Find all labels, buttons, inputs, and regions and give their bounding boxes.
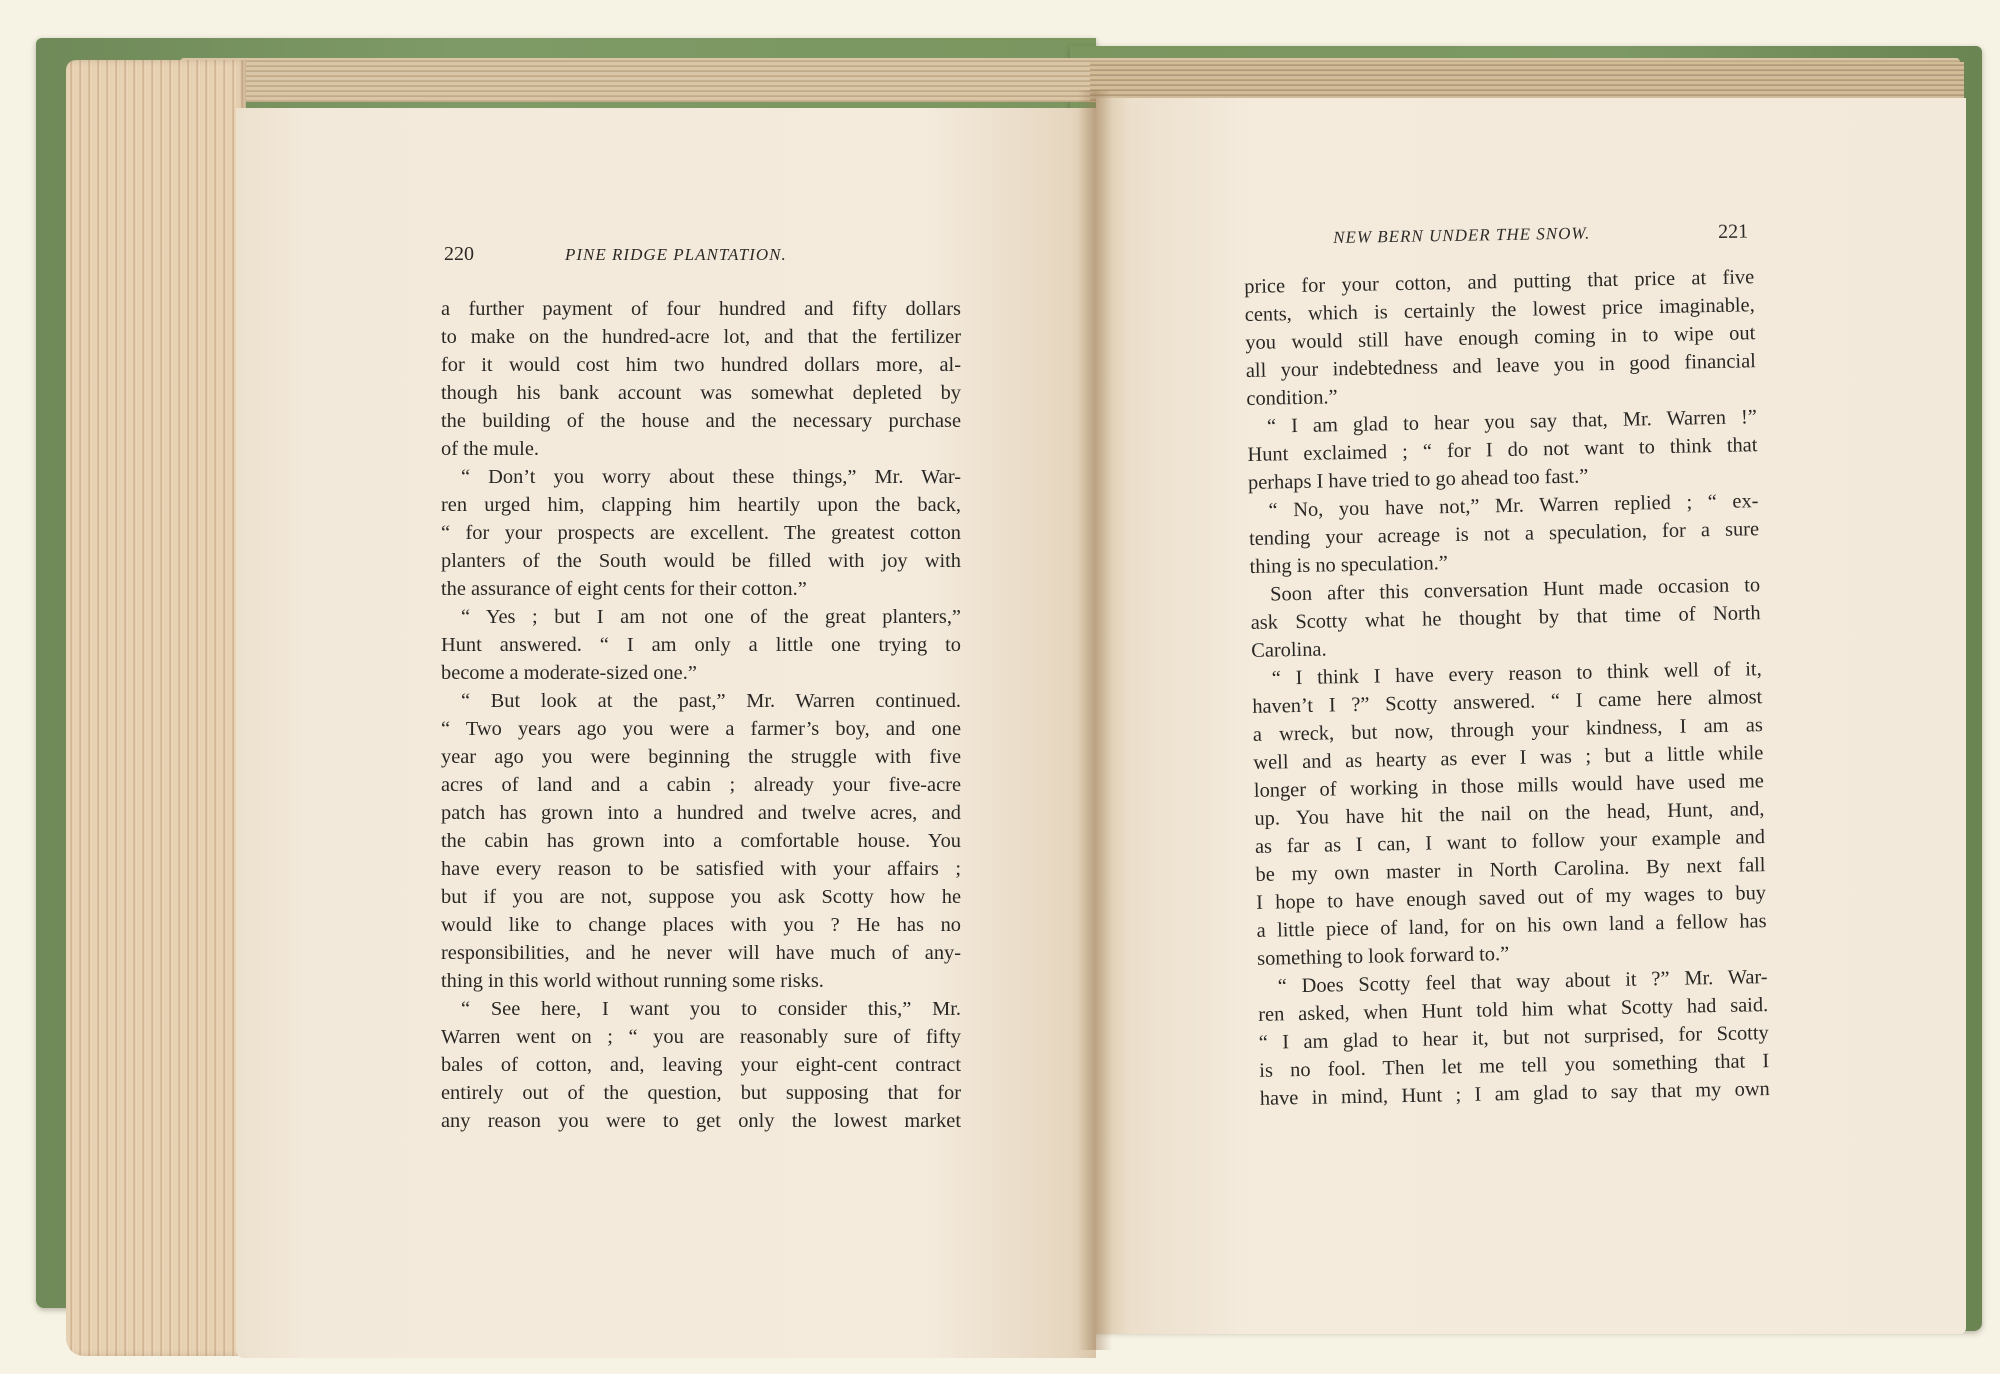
right-running-title: NEW BERN UNDER THE SNOW. — [1333, 223, 1591, 247]
text-line: ren asked, when Hunt told him what Scotty had said. — [1258, 994, 1769, 1026]
text-line: though his bank account was somewhat depleted by — [441, 382, 961, 404]
text-line: have in mind, Hunt ; I am glad to say that my own — [1259, 1078, 1770, 1110]
text-line: have every reason to be satisfied with your affairs ; — [441, 858, 961, 880]
text-line: Hunt answered. “ I am only a little one trying to — [441, 634, 961, 656]
text-line: “ See here, I want you to consider this,” Mr. — [461, 998, 961, 1020]
text-line: thing in this world without running some risks. — [441, 970, 824, 992]
right-page-text — [1244, 263, 1770, 1113]
text-line: would like to change places with you ? He has no — [441, 914, 961, 936]
text-line: but if you are not, suppose you ask Scotty how he — [441, 886, 961, 908]
text-line: tending your acreage is not a speculation, for a sure — [1248, 518, 1760, 550]
text-line: year ago you were beginning the struggle with five — [441, 746, 961, 768]
text-line: to make on the hundred-acre lot, and that the fertilizer — [441, 326, 961, 348]
text-line: “ for your prospects are excellent. The greatest cotton — [441, 522, 961, 544]
text-line: as far as I can, I want to follow your example and — [1254, 826, 1766, 858]
text-line: Carolina. — [1251, 638, 1327, 662]
text-line: condition.” — [1246, 386, 1338, 410]
text-line: you would still have enough coming in to wipe out — [1245, 322, 1756, 354]
text-line: all your indebtedness and leave you in good financial — [1245, 350, 1756, 382]
text-line: price for your cotton, and putting that price at five — [1244, 266, 1755, 298]
text-line: entirely out of the question, but supposing that for — [441, 1082, 961, 1104]
text-line: be my own master in North Carolina. By next fall — [1255, 854, 1766, 886]
text-line: up. You have hit the nail on the head, Hunt, and, — [1254, 798, 1765, 830]
page-edges-left — [66, 60, 246, 1356]
left-running-title: PINE RIDGE PLANTATION. — [565, 245, 787, 264]
text-line: planters of the South would be filled with joy with — [441, 550, 961, 572]
text-line: any reason you were to get only the lowest market — [441, 1110, 961, 1132]
text-line: the cabin has grown into a comfortable house. You — [441, 830, 961, 852]
text-line: “ Don’t you worry about these things,” Mr. War- — [461, 466, 961, 488]
text-line: Soon after this conversation Hunt made occasion to — [1269, 574, 1761, 606]
right-page-number: 221 — [1718, 220, 1749, 243]
text-line: “ Two years ago you were a farmer’s boy, and one — [441, 718, 961, 740]
text-line: cents, which is certainly the lowest price imaginable, — [1244, 294, 1755, 326]
text-line: ask Scotty what he thought by that time of North — [1250, 602, 1761, 634]
text-line: the assurance of eight cents for their cotton.” — [441, 578, 807, 600]
text-line: “ I am glad to hear it, but not surprised, for Scotty — [1258, 1022, 1769, 1054]
text-line: of the mule. — [441, 438, 539, 460]
text-line: patch has grown into a hundred and twelve acres, and — [441, 802, 961, 824]
text-line: Hunt exclaimed ; “ for I do not want to think that — [1247, 434, 1758, 466]
text-line: become a moderate-sized one.” — [441, 662, 697, 684]
text-line: haven’t I ?” Scotty answered. “ I came here almost — [1252, 686, 1763, 718]
text-line: longer of working in those mills would have used me — [1253, 770, 1765, 802]
text-line: acres of land and a cabin ; already your five-acre — [441, 774, 961, 796]
text-line: for it would cost him two hundred dollars more, al- — [441, 354, 961, 376]
text-line: bales of cotton, and, leaving your eight-cent contract — [441, 1054, 961, 1076]
text-line: “ But look at the past,” Mr. Warren continued. — [461, 690, 961, 712]
left-page-number: 220 — [444, 243, 474, 265]
text-line: responsibilities, and he never will have much of any- — [441, 942, 961, 964]
text-line: “ I am glad to hear you say that, Mr. Warren !” — [1266, 406, 1758, 438]
text-line: a further payment of four hundred and fifty dollars — [441, 298, 961, 320]
book-gutter — [1078, 90, 1112, 1350]
text-line: “ Yes ; but I am not one of the great planters,” — [461, 606, 961, 628]
text-line: ren urged him, clapping him heartily upon the back, — [441, 494, 961, 516]
text-line: well and as hearty as ever I was ; but a little while — [1253, 742, 1764, 774]
text-line: I hope to have enough saved out of my wages to buy — [1255, 882, 1767, 914]
text-line: “ No, you have not,” Mr. Warren replied ; “ ex- — [1268, 490, 1759, 522]
text-line: Warren went on ; “ you are reasonably sure of fifty — [441, 1026, 961, 1048]
text-line: perhaps I have tried to go ahead too fast.” — [1247, 465, 1589, 494]
text-line: “ I think I have every reason to think well of it, — [1271, 658, 1762, 690]
text-line: is no fool. Then let me tell you something that I — [1259, 1050, 1770, 1082]
text-line: thing is no speculation.” — [1249, 552, 1449, 578]
text-line: a wreck, but now, through your kindness, I am as — [1252, 714, 1763, 746]
text-line: the building of the house and the necessary purchase — [441, 410, 961, 432]
page-edges-top-right — [1090, 62, 1964, 102]
text-line: a little piece of land, for on his own land a fellow has — [1256, 910, 1767, 942]
text-line: something to look forward to.” — [1256, 943, 1510, 970]
text-line: “ Does Scotty feel that way about it ?” Mr. War- — [1277, 966, 1768, 998]
left-page-text — [441, 295, 961, 1135]
